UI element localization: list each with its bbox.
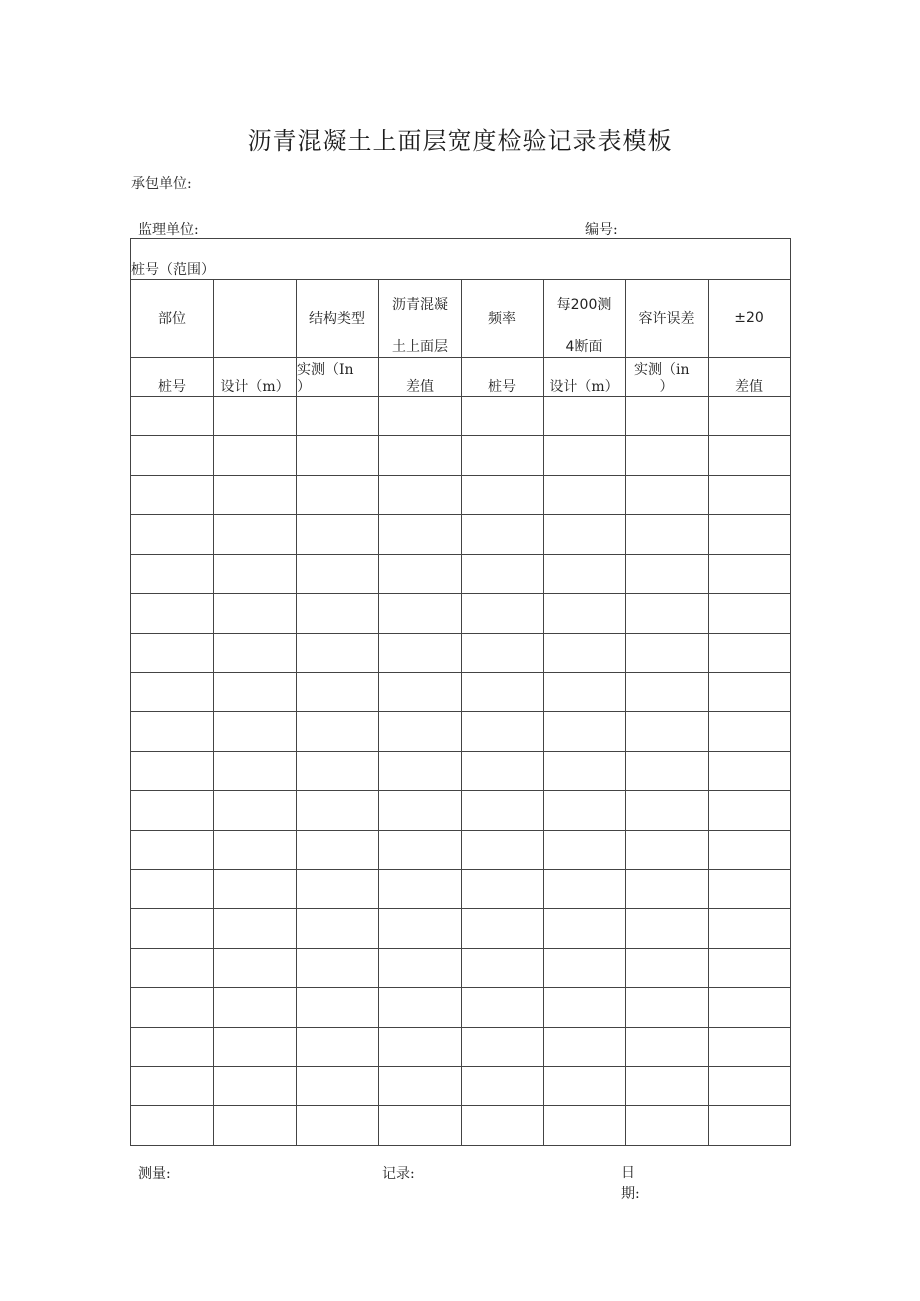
- number-label: 编号:: [585, 222, 618, 238]
- part-label: 部位: [158, 311, 186, 327]
- date-label-line2: 期:: [621, 1186, 640, 1202]
- column-divider: [543, 279, 544, 1145]
- measured-header-2-line1: 实测（in: [634, 362, 690, 378]
- diff-header-1: 差值: [406, 379, 434, 395]
- station-header-2: 桩号: [488, 379, 516, 395]
- design-header-2: 设计（m）: [549, 379, 619, 395]
- measured-header-1-line1: 实测（In: [297, 362, 354, 378]
- page-title: 沥青混凝土上面层宽度检验记录表模板: [247, 127, 673, 155]
- column-divider: [625, 279, 626, 1145]
- station-header-1: 桩号: [158, 379, 186, 395]
- frequency-value-line1: 每200测: [556, 297, 612, 313]
- contractor-label: 承包单位:: [131, 176, 192, 192]
- range-label: 桩号（范围）: [131, 262, 215, 278]
- measured-header-2-line2: ）: [659, 379, 674, 395]
- measure-label: 测量:: [138, 1166, 171, 1182]
- date-label-line1: 日: [621, 1165, 635, 1181]
- design-header-1: 设计（m）: [220, 379, 290, 395]
- supervisor-label: 监理单位:: [138, 222, 199, 238]
- column-divider: [378, 279, 379, 1145]
- measured-header-1-line2: ）: [297, 379, 311, 395]
- frequency-label: 频率: [488, 311, 516, 327]
- part-value: [214, 279, 296, 357]
- column-divider: [213, 279, 214, 1145]
- column-divider: [461, 279, 462, 1145]
- column-divider: [296, 279, 297, 1145]
- diff-header-2: 差值: [735, 379, 763, 395]
- column-divider: [708, 279, 709, 1145]
- frequency-value-line2: 4断面: [565, 339, 603, 355]
- structure-type-value-line1: 沥青混凝: [392, 297, 448, 313]
- structure-type-value-line2: 土上面层: [392, 339, 448, 355]
- record-label: 记录:: [382, 1166, 415, 1182]
- structure-type-label: 结构类型: [309, 311, 365, 327]
- inspection-table: [130, 238, 791, 1146]
- tolerance-value: ±20: [734, 310, 764, 326]
- tolerance-label: 容许误差: [638, 311, 695, 327]
